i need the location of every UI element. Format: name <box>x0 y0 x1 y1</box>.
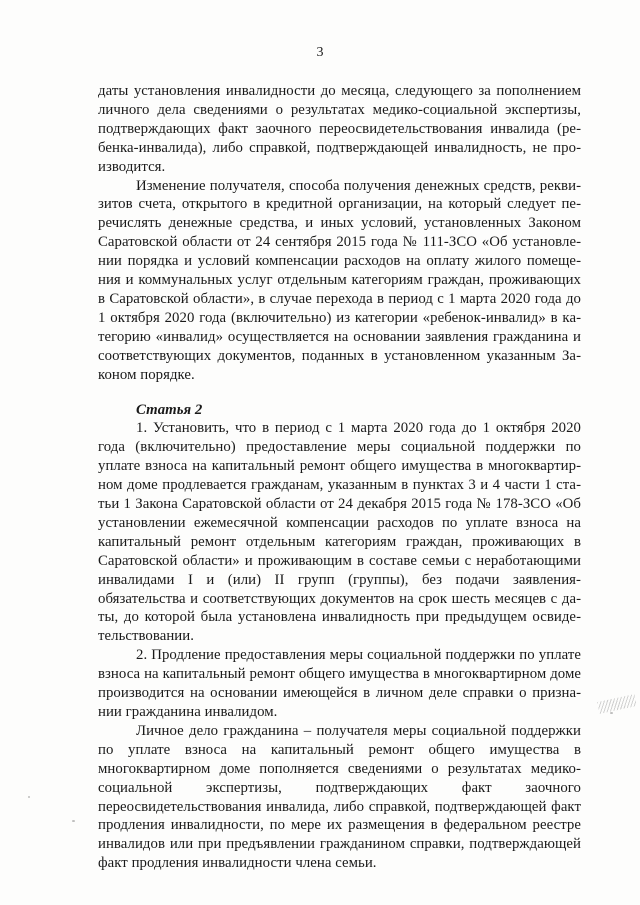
document-body <box>98 82 581 873</box>
article-heading: Статья 2 <box>136 401 203 418</box>
article-paragraph-2: 2. Продление предоставления меры социальной поддержки по уплате взноса на капитальный ремонт общего имущества в многоквартирном доме производится на основании имеющейся в личном деле справки о признании гражданина инвалидом. <box>98 647 581 720</box>
article-paragraph-3: Личное дело гражданина – получателя меры социальной поддержки по уплате взноса на капитальный ремонт общего имущества в многоквартирном доме пополняется сведениями о результатах медико-социальной экспертизы, подтверждающих факт заочного переосвидетельствования инвалида, либо справкой, подтверждающей факт продления инвалидности, по мере их размещения в федеральном реестре инвалидов или при предъявлении гражданином справки, подтверждающей факт продления инвалидности члена семьи. <box>98 722 581 872</box>
paragraph-recipient-change: Изменение получателя, способа получения денежных средств, реквизитов счета, открытого в кредитной организации, на который следует перечислять денежные средства, и иных условий, установленных Законом Саратовской области от 24 сентября 2015 года № 111-ЗСО «Об установлении порядка и условий компенсации расходов на оплату жилого помещения и коммунальных услуг отдельным категориям граждан, проживающих в Саратовской области», в случае перехода в период с 1 марта 2020 года до 1 октября 2020 года (включительно) из категории «ребенок-инвалид» в категорию «инвалид» осуществляется на основании заявления гражданина и соответствующих документов, поданных в установленном указанным Законом порядке. <box>98 177 581 383</box>
scan-speck <box>72 820 75 822</box>
scan-smudge <box>597 694 637 714</box>
scan-speck <box>610 712 613 714</box>
page-number: 3 <box>316 45 324 60</box>
article-paragraph-1: 1. Установить, что в период с 1 марта 2020 года до 1 октября 2020 года (включительно) предоставление меры социальной поддержки по уплате взноса на капитальный ремонт общего имущества в многоквартирном доме продлевается гражданам, указанным в пунктах 3 и 4 части 1 статьи 1 Закона Саратовской области от 24 декабря 2015 года № 178-ЗСО «Об установлении ежемесячной компенсации расходов по уплате взноса на капитальный ремонт отдельным категориям граждан, проживающих в Саратовской области» и проживающим в составе семьи с неработающими инвалидами I и (или) II групп (группы), без подачи заявления-обязательства и соответствующих документов на срок шесть месяцев с даты, до которой была установлена инвалидность при предыдущем освидетельствовании. <box>98 420 581 645</box>
scan-speck <box>28 796 30 798</box>
paragraph-continuation: даты установления инвалидности до месяца, следующего за пополнением личного дела сведениями о результатах медико-социальной экспертизы, подтверждающих факт заочного переосвидетельствования инвалида (ребенка-инвалида), либо справкой, подтверждающей инвалидность, не производится. <box>98 83 581 175</box>
